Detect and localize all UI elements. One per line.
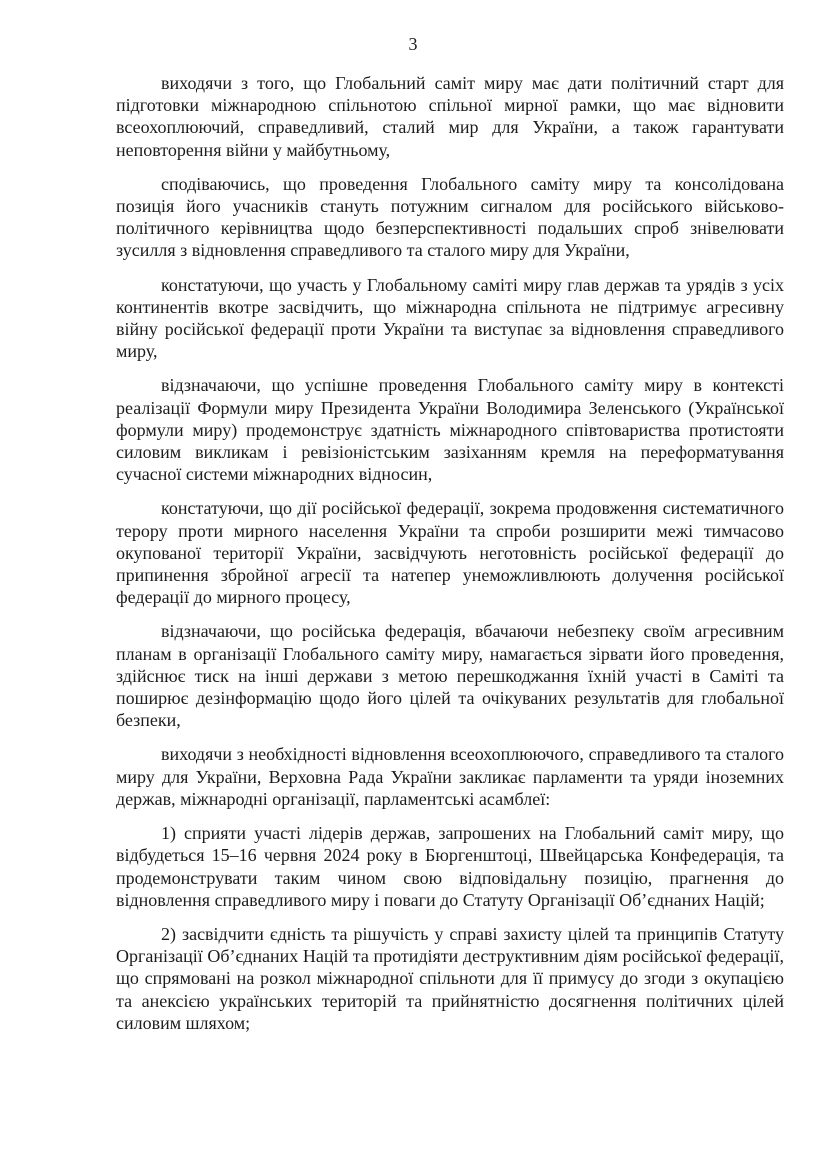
paragraph-whereas-peace-summit-start: виходячи з того, що Глобальний саміт миру має дати політичний старт для підготовки міжнародною спільнотою спільної мирної рамки, що має відновити всеохоплюючий, справедливий, сталий мир для України, а також гарантувати неповторення війни у майбутньому, [116,73,784,160]
document-body [116,72,784,1046]
page-number: 3 [408,34,418,54]
paragraph-appeal-intro: виходячи з необхідності відновлення всеохоплюючого, справедливого та сталого миру для України, Верховна Рада України закликає парламенти та уряди іноземних держав, міжнародні організації, парламентські асамблеї: [116,744,784,809]
paragraph-appeal-item-1: 1) сприяти участі лідерів держав, запрошених на Глобальний саміт миру, що відбудеться 15–16 червня 2024 року в Бюргенштоці, Швейцарська Конфедерація, та продемонструвати таким чином свою відповідальну позицію, прагнення до відновлення справедливого миру і поваги до Статуту Організації Об’єднаних Націй; [116,823,784,910]
paragraph-noting-heads-of-state: констатуючи, що участь у Глобальному саміті миру глав держав та урядів з усіх континентів вкотре засвідчить, що міжнародна спільнота не підтримує агресивну війну російської федерації проти України та виступає за відновлення справедливого миру, [116,274,784,362]
paragraph-appeal-item-2: 2) засвідчити єдність та рішучість у справі захисту цілей та принципів Статуту Організації Об’єднаних Націй та протидіяти деструктивним діям російської федерації, що спрямовані на розкол міжнародної спільноти для її примусу до згоди з окупацією та анексією українських територій та прийнятністю досягнення політичних цілей силовим шляхом; [116,923,784,1033]
paragraph-hoping-strong-signal: сподіваючись, що проведення Глобального саміту миру та консолідована позиція його учасників стануть потужним сигналом для російського військово-політичного керівництва щодо безперспективності подальших спроб знівелювати зусилля з відновлення справедливого та сталого миру для України, [116,173,784,261]
paragraph-noting-peace-formula: відзначаючи, що успішне проведення Глобального саміту миру в контексті реалізації Формули миру Президента України Володимира Зеленського (Української формули миру) продемонструє здатність міжнародного співтовариства протистояти силовим викликам і ревізіоністським зазіханням кремля на переформатування сучасної системи міжнародних відносин, [116,375,784,485]
paragraph-noting-russian-actions: констатуючи, що дії російської федерації, зокрема продовження систематичного терору проти мирного населення України та спроби розширити межі тимчасово окупованої території України, засвідчують неготовність російської федерації до припинення збройної агресії та натепер унеможливлюють долучення російської федерації до мирного процесу, [116,498,784,608]
paragraph-noting-disruption-attempts: відзначаючи, що російська федерація, вбачаючи небезпеку своїм агресивним планам в організації Глобального саміту миру, намагається зірвати його проведення, здійснює тиск на інші держави з метою перешкоджання їхній участі в Саміті та поширює дезінформацію щодо його цілей та очікуваних результатів для глобальної безпеки, [116,621,784,731]
